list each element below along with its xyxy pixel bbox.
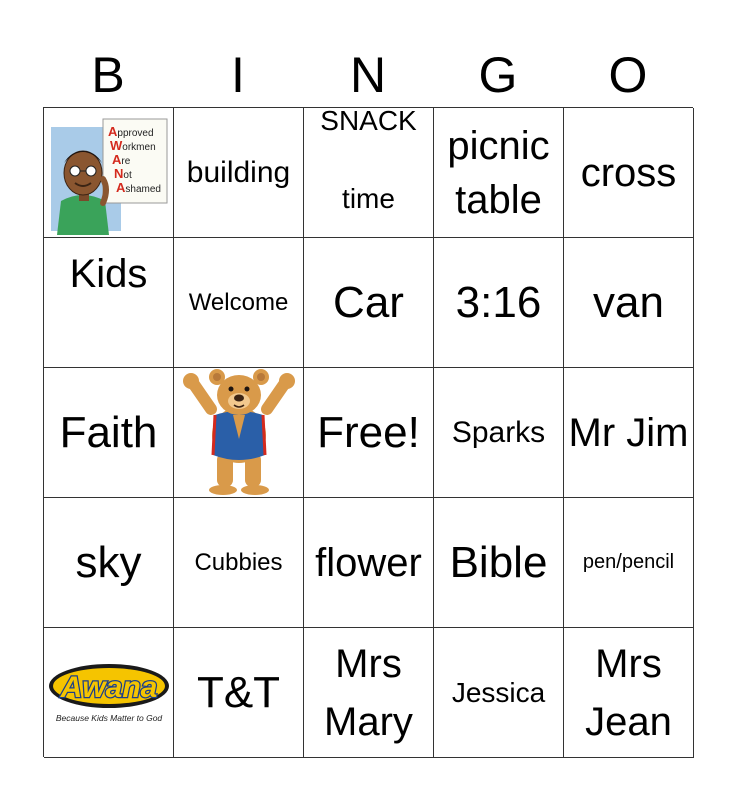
svg-text:Workmen: Workmen [109,137,156,153]
cell-mrs-mary[interactable]: Mrs Mary [304,628,434,758]
cell-pen-pencil[interactable]: pen/pencil [564,498,694,628]
svg-text:Ashamed: Ashamed [115,179,161,195]
cell-bear-mascot[interactable] [174,368,304,498]
svg-text:Awana: Awana [60,670,157,704]
cell-t-and-t[interactable]: T&T [174,628,304,758]
cell-free-space[interactable]: Free! [304,368,434,498]
cell-jessica[interactable]: Jessica [434,628,564,758]
cell-picnic-table[interactable]: picnic table [434,108,564,238]
svg-text:Because Kids Matter to God: Because Kids Matter to God [55,712,162,723]
cell-building[interactable]: building [174,108,304,238]
awana-logo-icon [46,658,172,728]
svg-text:Not: Not [113,165,132,181]
cubbies-bear-mascot-icon [177,369,301,497]
header-letter-g: G [478,47,518,103]
cell-cross[interactable]: cross [564,108,694,238]
cell-cubbies[interactable]: Cubbies [174,498,304,628]
header-letter-b: B [91,47,125,103]
cell-bible[interactable]: Bible [434,498,564,628]
svg-text:Approved: Approved [107,123,154,139]
header-letter-n: N [349,47,387,103]
cell-sparks[interactable]: Sparks [434,368,564,498]
cell-sky[interactable]: sky [44,498,174,628]
cell-car[interactable]: Car [304,238,434,368]
header-letter-o: O [608,47,648,103]
cell-awana-logo[interactable] [44,628,174,758]
cell-welcome[interactable]: Welcome [174,238,304,368]
cell-mrs-jean[interactable]: Mrs Jean [564,628,694,758]
bingo-card [43,107,693,757]
header-letter-i: I [231,47,245,103]
cell-kids[interactable]: Kids [44,238,174,368]
cell-3-16[interactable]: 3:16 [434,238,564,368]
cell-flower[interactable]: flower [304,498,434,628]
svg-text:Are: Are [111,151,130,167]
cell-awana-poster[interactable] [44,108,174,238]
boy-with-awana-poster-icon [47,111,171,235]
cell-van[interactable]: van [564,238,694,368]
cell-snack-time[interactable]: SNACK time [304,108,434,238]
cell-faith[interactable]: Faith [44,368,174,498]
cell-mr-jim[interactable]: Mr Jim [564,368,694,498]
bingo-header [43,44,693,106]
